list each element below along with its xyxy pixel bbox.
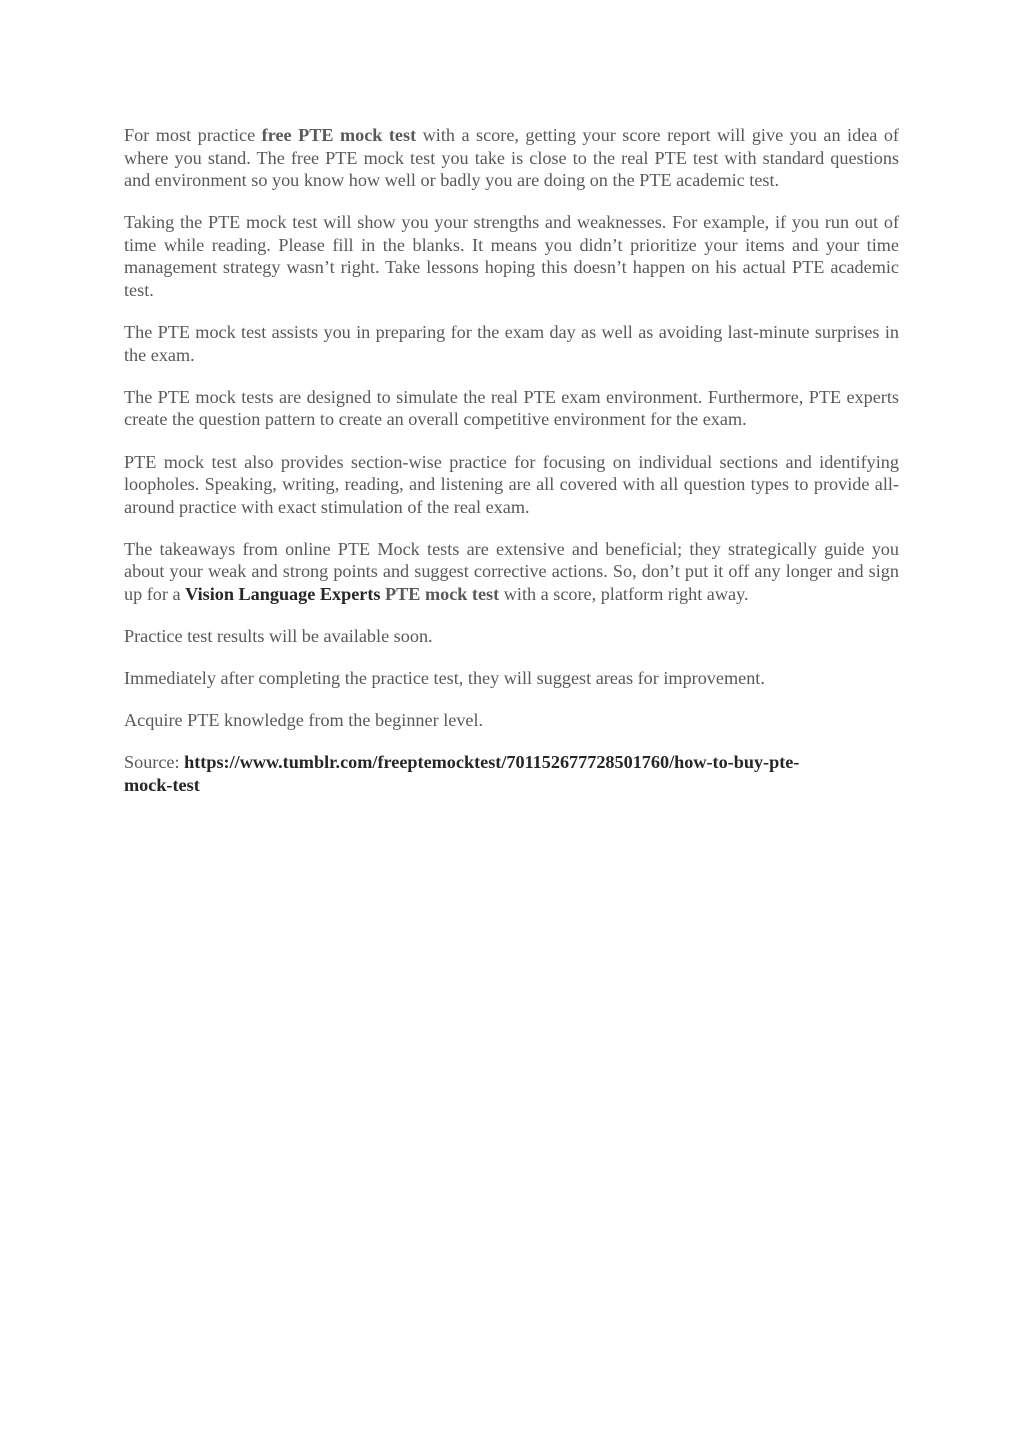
paragraph-text: The takeaways from online PTE Mock tests are extensive and beneficial; they strategically guide you about your weak and strong points and suggest corrective actions. So, don’t put it off any longer and sign up for a <box>124 538 899 604</box>
paragraph-improvement: Immediately after completing the practice test, they will suggest areas for improvement. <box>124 668 765 689</box>
paragraph-strengths: Taking the PTE mock test will show you your strengths and weaknesses. For example, if you run out of time while reading. Please fill in the blanks. It means you didn’t prioritize your items and your time management strategy wasn’t right. Take lessons hoping this doesn’t happen on his actual PTE academic test. <box>124 212 899 301</box>
source-link[interactable] <box>124 752 799 795</box>
source-label: Source: <box>124 752 185 773</box>
paragraph-results: Practice test results will be available soon. <box>124 626 433 647</box>
paragraph-intro <box>124 124 899 192</box>
paragraph-text: For most practice <box>124 125 262 145</box>
paragraph-knowledge: Acquire PTE knowledge from the beginner level. <box>124 710 484 731</box>
bold-keyword: free PTE mock test <box>261 125 417 145</box>
paragraph-takeaways <box>124 538 899 606</box>
bold-keyword: PTE mock test <box>385 584 500 604</box>
paragraph-exam-day: The PTE mock test assists you in preparing for the exam day as well as avoiding last-minute surprises in the exam. <box>124 322 899 365</box>
paragraph-section-wise: PTE mock test also provides section-wise practice for focusing on individual sections and identifying loopholes. Speaking, writing, reading, and listening are all covered with all question types to provide all-around practice with exact stimulation of the real exam. <box>124 451 899 517</box>
bold-brand-name: Vision Language Experts <box>185 584 381 604</box>
source-line <box>124 751 899 796</box>
paragraph-simulation: The PTE mock tests are designed to simulate the real PTE exam environment. Furthermore, PTE experts create the question pattern to create an overall competitive environment for the exam. <box>124 386 899 430</box>
source-link-part[interactable]: mock-test <box>124 774 200 795</box>
paragraph-text: with a score, getting your score report will give you an idea of where you stand. The free PTE mock test you take is close to the real PTE test with standard questions and environment so you know how well or badly you are doing on the PTE academic test. <box>124 125 899 191</box>
paragraph-text: with a score, platform right away. <box>499 584 749 604</box>
source-link-part[interactable]: https://www.tumblr.com/freeptemocktest/701152677728501760/how-to-buy-pte- <box>184 752 800 773</box>
document-body <box>124 124 899 816</box>
